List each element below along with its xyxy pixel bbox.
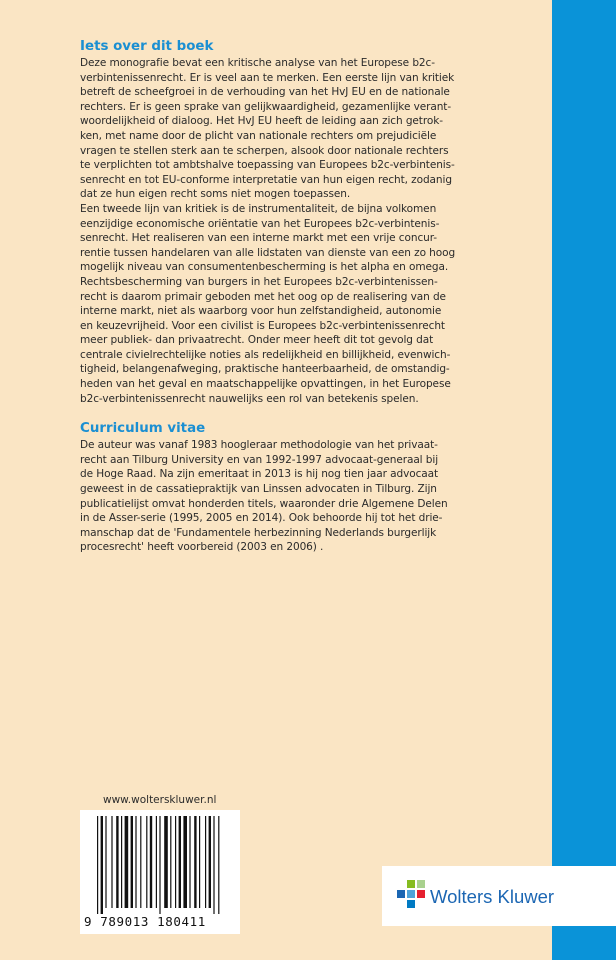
barcode-bar [159,816,160,914]
publisher-logo [382,866,616,926]
text-line: manschap dat de 'Fundamentele herbezinning Nederlands burgerlijk [80,526,437,539]
barcode-number: 9 789013 180411 [84,914,206,929]
text-line: senrecht. Het realiseren van een interne markt met een vrije concur- [80,232,437,245]
barcode-bar [218,816,219,914]
isbn-barcode [80,810,240,934]
text-line: procesrecht' heeft voorbereid (2003 en 2006) . [80,541,324,554]
barcode-bar [146,816,147,908]
barcode-bar [213,816,214,914]
text-line: geweest in de cassatiepraktijk van Linssen advocaten in Tilburg. Zijn [80,483,437,496]
text-line: heden van het geval en maatschappelijke opvattingen, in het Europese [80,378,451,391]
barcode-bar [209,816,211,908]
text-line: in de Asser-serie (1995, 2005 en 2014). Ook behoorde hij tot het drie- [80,512,443,525]
wolters-kluwer-logo-icon [396,879,426,909]
text-line: b2c-verbintenissenrecht nauwelijks een rol van betekenis spelen. [80,392,419,405]
text-line: Een tweede lijn van kritiek is de instrumentaliteit, de bijna volkomen [80,202,437,215]
barcode-bar [111,816,112,908]
barcode-bars [97,816,223,914]
barcode-bar [170,816,171,908]
text-line: de Hoge Raad. Na zijn emeritaat in 2013 is hij nog tien jaar advocaat [80,468,439,481]
text-line: rechters. Er is geen sprake van gelijkwaardigheid, gezamenlijke verant- [80,100,452,113]
text-line: publicatielijst omvat honderden titels, waaronder drie Algemene Delen [80,497,448,510]
barcode-bar [131,816,133,908]
text-line: verbintenissenrecht. Er is veel aan te merken. Een eerste lijn van kritiek [80,71,455,84]
text-line: Rechtsbescherming van burgers in het Europees b2c-verbintenissen- [80,275,438,288]
barcode-bar [135,816,136,908]
section-heading-about-book: Iets over dit boek [80,39,214,54]
barcode-bar [125,816,129,908]
barcode-bar [179,816,181,908]
back-cover-text [80,38,480,555]
barcode-bar [156,816,157,908]
text-line: vragen te stellen sterk aan te scherpen, alsook door nationale rechters [80,144,449,157]
text-line: tigheid, belangenafweging, praktische hanteerbaarheid, de omstandig- [80,363,450,376]
text-line: woordelijkheid of dialoog. Het HvJ EU heeft de leiding aan zich getrok- [80,115,443,128]
barcode-bar [164,816,168,908]
barcode-bar [150,816,152,908]
text-line: eenzijdige economische oriëntatie van het Europees b2c-verbintenis- [80,217,440,230]
blue-side-strip [552,0,616,960]
barcode-bar [194,816,196,908]
text-line: en keuzevrijheid. Voor een civilist is Europees b2c-verbintenissenrecht [80,319,445,332]
barcode-bar [105,816,106,908]
barcode-bar [140,816,141,908]
text-line: betreft de scheefgroei in de verhouding van het HvJ EU en de nationale [80,86,450,99]
about-book-paragraphs [80,56,480,406]
publisher-name: Wolters Kluwer [430,886,555,907]
text-line: interne markt, niet als waarborg voor hun zelfstandigheid, autonomie [80,305,442,318]
text-line: recht is daarom primair geboden met het oog op de realisering van de [80,290,446,303]
barcode-bar [205,816,206,908]
section-heading-curriculum-vitae: Curriculum vitae [80,421,206,437]
curriculum-vitae-paragraph [80,438,480,555]
text-line: dat ze hun eigen recht soms niet mogen toepassen. [80,188,351,201]
barcode-bar [189,816,190,908]
barcode-bar [97,816,98,914]
text-line: ken, met name door de plicht van nationale rechters om prejudiciële [80,129,437,142]
text-line: De auteur was vanaf 1983 hoogleraar methodologie van het privaat- [80,439,438,452]
barcode-bar [199,816,200,908]
barcode-bar [175,816,176,908]
text-line: senrecht en tot EU-conforme interpretatie van hun eigen recht, zodanig [80,173,452,186]
text-line: meer publiek- dan privaatrecht. Onder meer heeft dit tot gevolg dat [80,334,434,347]
barcode-bar [101,816,103,914]
barcode-bar [116,816,118,908]
barcode-bar [121,816,122,908]
text-line: Deze monografie bevat een kritische analyse van het Europese b2c- [80,57,435,69]
publisher-website: www.wolterskluwer.nl [103,794,217,806]
text-line: centrale civielrechtelijke noties als redelijkheid en billijkheid, evenwich- [80,348,451,361]
text-line: te verplichten tot ambtshalve toepassing van Europees b2c-verbintenis- [80,159,455,172]
text-line: mogelijk niveau van consumentenbescherming is het alpha en omega. [80,261,449,274]
barcode-bar [183,816,187,908]
text-line: recht aan Tilburg University en van 1992-1997 advocaat-generaal bij [80,453,439,466]
text-line: rentie tussen handelaren van alle lidstaten van dienste van een zo hoog [80,246,456,259]
